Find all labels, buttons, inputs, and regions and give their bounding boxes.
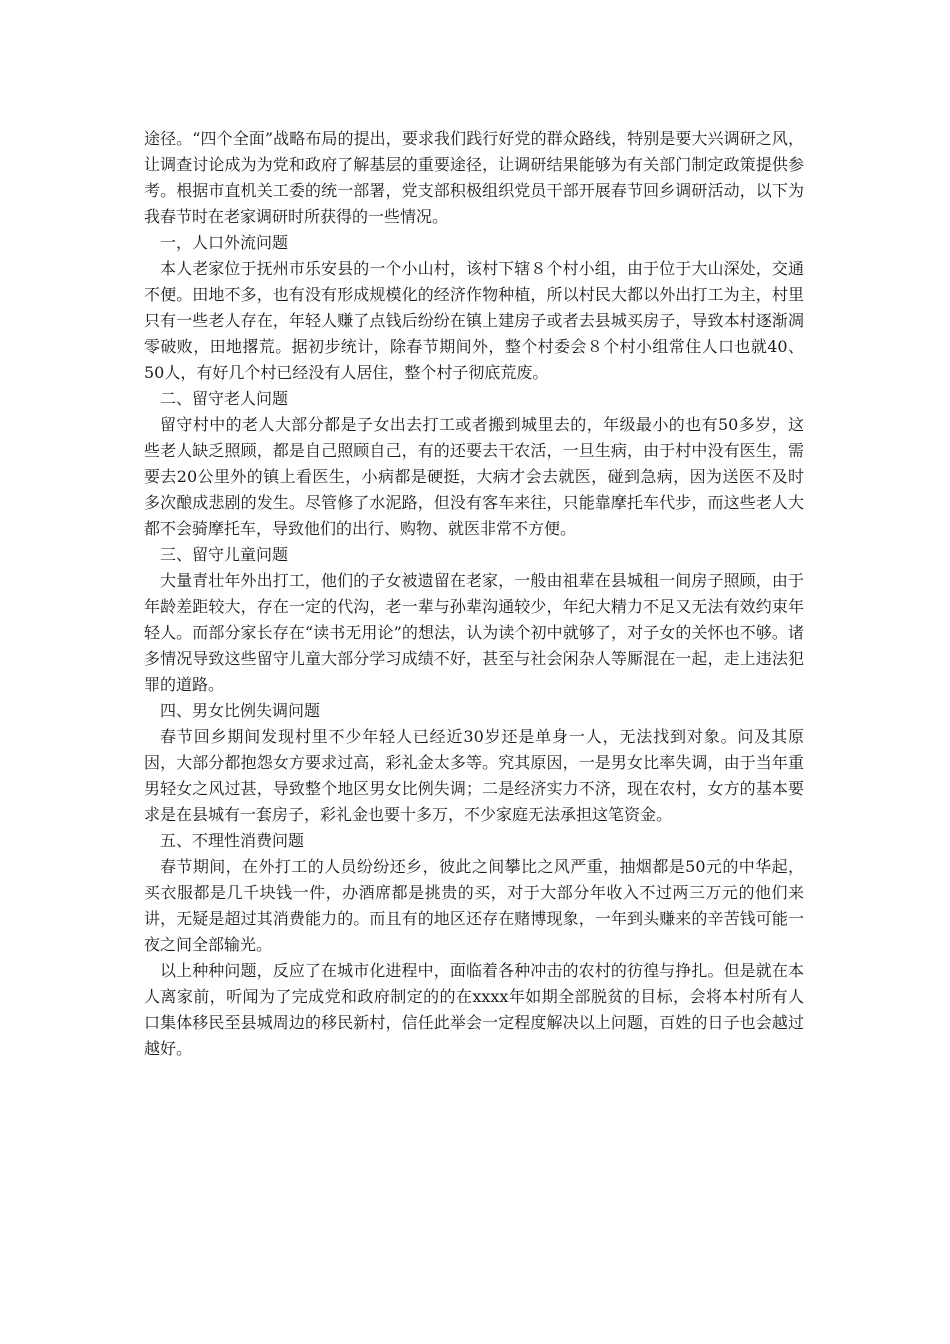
section-heading-left-behind-children: 三、留守儿童问题: [160, 545, 289, 564]
section-heading-population-outflow: 一，人口外流问题: [160, 233, 289, 252]
paragraph-left-behind-children: 大量青壮年外出打工，他们的子女被遗留在老家，一般由祖辈在县城租一间房子照顾，由于年龄差距较大，存在一定的代沟，老一辈与孙辈沟通较少，年纪大精力不足又无法有效约束年轻人。而部分家长存在“读书无用论”的想法，认为读个初中就够了，对子女的关怀也不够。诸多情况导致这些留守儿童大部分学习成绩不好，甚至与社会闲杂人等厮混在一起，走上违法犯罪的道路。: [144, 571, 804, 694]
section-heading-irrational-consumption: 五、不理性消费问题: [160, 831, 305, 850]
paragraph-irrational-consumption: 春节期间，在外打工的人员纷纷还乡，彼此之间攀比之风严重，抽烟都是50元的中华起，买衣服都是几千块钱一件，办酒席都是挑贵的买，对于大部分年收入不过两三万元的他们来讲，无疑是超过其消费能力的。而且有的地区还存在赌博现象，一年到头赚来的辛苦钱可能一夜之间全部输光。: [144, 857, 804, 954]
section-heading-left-behind-elderly: 二、留守老人问题: [160, 389, 289, 408]
section-heading-gender-ratio: 四、男女比例失调问题: [160, 701, 321, 720]
intro-paragraph: 途径。“四个全面”战略布局的提出，要求我们践行好党的群众路线，特别是要大兴调研之风，让调查讨论成为为党和政府了解基层的重要途径，让调研结果能够为有关部门制定政策提供参考。根据市直机关工委的统一部署，党支部积极组织党员干部开展春节回乡调研活动，以下为我春节时在老家调研时所获得的一些情况。: [144, 129, 804, 226]
paragraph-gender-ratio: 春节回乡期间发现村里不少年轻人已经近30岁还是单身一人，无法找到对象。问及其原因，大部分都抱怨女方要求过高，彩礼金太多等。究其原因，一是男女比率失调，由于当年重男轻女之风过甚，导致整个地区男女比例失调；二是经济实力不济，现在农村，女方的基本要求是在县城有一套房子，彩礼金也要十多万，不少家庭无法承担这笔资金。: [144, 727, 804, 824]
paragraph-population-outflow: 本人老家位于抚州市乐安县的一个小山村，该村下辖８个村小组，由于位于大山深处，交通不便。田地不多，也有没有形成规模化的经济作物种植，所以村民大都以外出打工为主，村里只有一些老人存在，年轻人赚了点钱后纷纷在镇上建房子或者去县城买房子，导致本村逐渐凋零破败，田地撂荒。据初步统计，除春节期间外，整个村委会８个村小组常住人口也就40、50人，有好几个村已经没有人居住，整个村子彻底荒废。: [144, 259, 804, 382]
paragraph-left-behind-elderly: 留守村中的老人大部分都是子女出去打工或者搬到城里去的，年级最小的也有50多岁，这些老人缺乏照顾，都是自己照顾自己，有的还要去干农活，一旦生病，由于村中没有医生，需要去20公里外的镇上看医生，小病都是硬挺，大病才会去就医，碰到急病，因为送医不及时多次酿成悲剧的发生。尽管修了水泥路，但没有客车来往，只能靠摩托车代步，而这些老人大都不会骑摩托车，导致他们的出行、购物、就医非常不方便。: [144, 415, 804, 538]
document-body: [144, 126, 804, 1062]
conclusion-paragraph: 以上种种问题，反应了在城市化进程中，面临着各种冲击的农村的彷徨与挣扎。但是就在本人离家前，听闻为了完成党和政府制定的的在xxxx年如期全部脱贫的目标，会将本村所有人口集体移民至县城周边的移民新村，信任此举会一定程度解决以上问题，百姓的日子也会越过越好。: [144, 961, 804, 1058]
